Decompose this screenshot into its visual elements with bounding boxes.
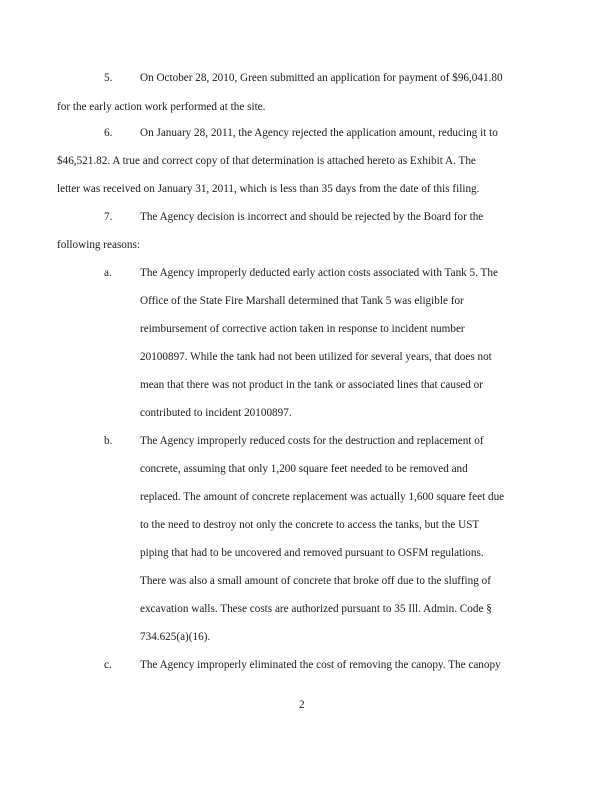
item-a-line: mean that there was not product in the tank or associated lines that caused or (140, 379, 483, 391)
item-letter-c: c. (104, 659, 112, 671)
paragraph-5-line: for the early action work performed at the site. (57, 101, 266, 113)
item-a-line: contributed to incident 20100897. (140, 407, 292, 419)
item-b-line: replaced. The amount of concrete replacement was actually 1,600 square feet due (140, 491, 505, 503)
item-a-line: reimbursement of corrective action taken in response to incident number (140, 323, 465, 335)
item-b-line: piping that had to be uncovered and removed pursuant to OSFM regulations. (140, 547, 484, 559)
paragraph-5-line: On October 28, 2010, Green submitted an application for payment of $96,041.80 (140, 72, 503, 84)
item-c-line: The Agency improperly eliminated the cost of removing the canopy. The canopy (140, 659, 501, 671)
paragraph-7-line: following reasons: (57, 239, 140, 251)
paragraph-number-7: 7. (104, 211, 113, 223)
paragraph-6-line: letter was received on January 31, 2011, which is less than 35 days from the date of this filing. (57, 183, 480, 195)
item-b-line: concrete, assuming that only 1,200 square feet needed to be removed and (140, 463, 468, 475)
item-b-line: The Agency improperly reduced costs for the destruction and replacement of (140, 435, 484, 447)
item-letter-b: b. (104, 435, 113, 447)
item-b-line: excavation walls. These costs are authorized pursuant to 35 Ill. Admin. Code § (140, 603, 492, 615)
item-a-line: The Agency improperly deducted early action costs associated with Tank 5. The (140, 267, 498, 279)
item-b-line: There was also a small amount of concrete that broke off due to the sluffing of (140, 575, 491, 587)
item-letter-a: a. (104, 267, 112, 279)
item-b-line: 734.625(a)(16). (140, 631, 211, 643)
page-number: 2 (299, 699, 305, 711)
item-b-line: to the need to destroy not only the concrete to access the tanks, but the UST (140, 519, 480, 531)
item-a-line: Office of the State Fire Marshall determined that Tank 5 was eligible for (140, 295, 464, 307)
paragraph-7-line: The Agency decision is incorrect and should be rejected by the Board for the (140, 211, 484, 223)
paragraph-6-line: $46,521.82. A true and correct copy of that determination is attached hereto as Exhibit A. The (57, 155, 476, 167)
paragraph-6-line: On January 28, 2011, the Agency rejected the application amount, reducing it to (140, 127, 498, 139)
paragraph-number-5: 5. (104, 72, 113, 84)
paragraph-number-6: 6. (104, 127, 113, 139)
item-a-line: 20100897. While the tank had not been utilized for several years, that does not (140, 351, 492, 363)
